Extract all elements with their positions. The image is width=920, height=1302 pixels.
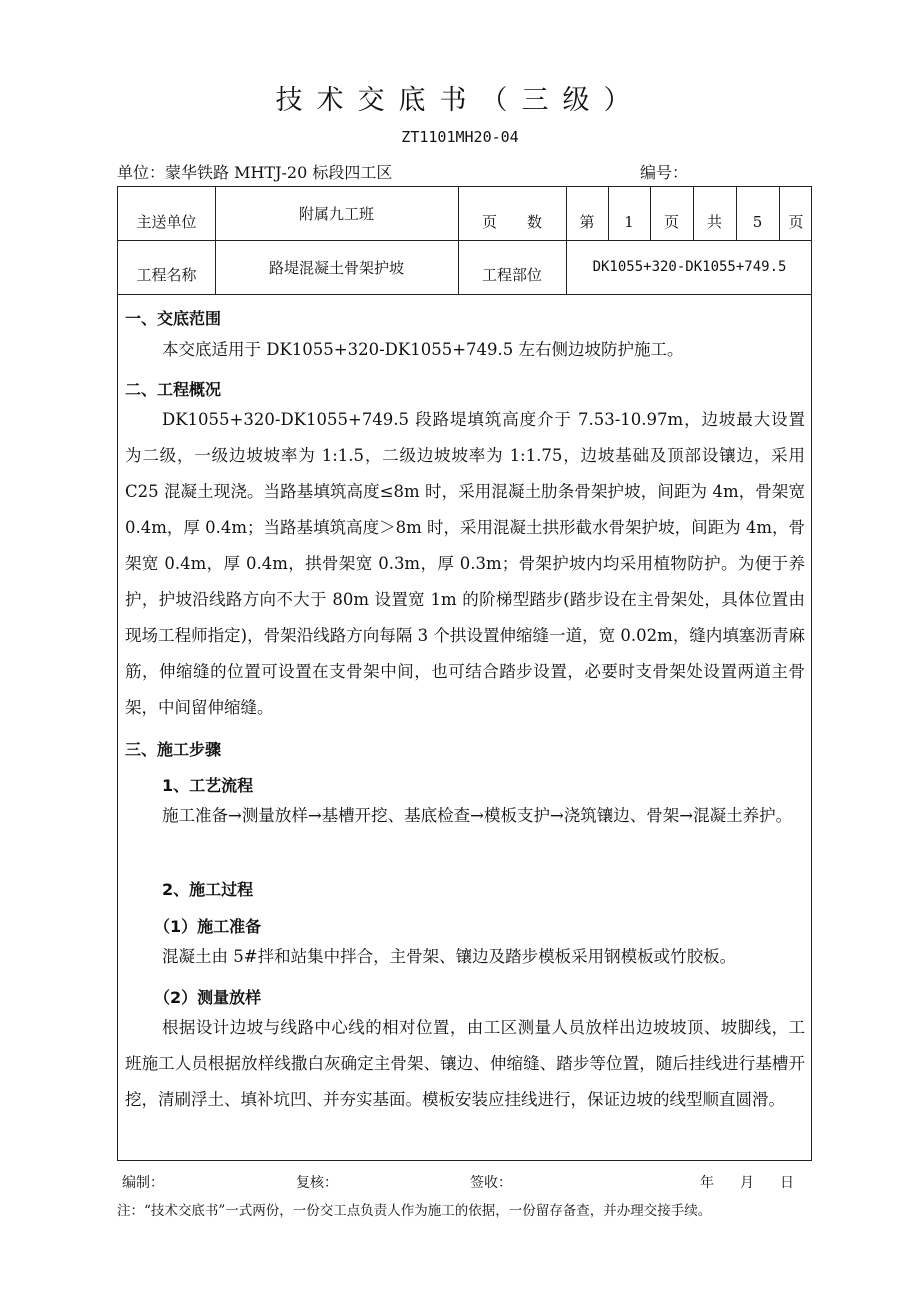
subsection-1-title: 1、工艺流程 [162,776,254,795]
unit-line: 单位：蒙华铁路 MHTJ-20 标段四工区 [117,163,393,182]
serial-number-label: 编号： [640,163,689,182]
footnote: 注：“技术交底书”一式两份，一份交工点负责人作为施工的依据，一份留存备查，并办理交接手续。 [117,1203,712,1219]
compiled-by-label: 编制： [122,1175,164,1191]
project-part-value: DK1055+320-DK1055+749.5 [592,259,787,275]
page-gong: 共 [706,213,722,231]
reviewed-by-label: 复核： [296,1175,338,1191]
page-ye-total: 页 [788,213,804,231]
section-1-title: 一、交底范围 [125,309,222,328]
section-2-text: DK1055+320-DK1055+749.5 段路堤填筑高度介于 7.53-10.97m，边坡最大设置为二级，一级边坡坡率为 1:1.5，二级边坡坡率为 1:1.75，边坡基础及顶部设镶边，采用 C25 混凝土现浇。当路基填筑高度≤8m 时，采用混凝土肋条骨架护坡，间距为 4m，骨架宽 0.4m，厚 0.4m；当路基填筑高度＞8m 时，采用混凝土拱形截水骨架护坡，间距为 4m，骨架宽 0.4m，厚 0.4m，拱骨架宽 0.3m，厚 0.3m；骨架护坡内均采用植物防护。为便于养护，护坡沿线路方向不大于 80m 设置宽 1m 的阶梯型踏步(踏步设在主骨架处，具体位置由现场工程师指定)，骨架沿线路方向每隔 3 个拱设置伸缩缝一道，宽 0.02m，缝内填塞沥青麻筋，伸缩缝的位置可设置在支骨架中间，也可结合踏步设置，必要时支骨架处设置两道主骨架，中间留伸缩缝。 [125,410,805,717]
page-number: 1 [624,212,634,231]
section-2-title: 二、工程概况 [125,380,222,399]
page-total: 5 [752,212,763,231]
section-3-title: 三、施工步骤 [125,740,222,759]
page-di: 第 [579,213,595,231]
subsection-2-2-title: （2）测量放样 [154,988,262,1007]
sender-label: 主送单位 [136,213,197,231]
form-table [117,186,812,1161]
day-label: 日 [780,1175,794,1191]
document-number: ZT1101MH20-04 [401,128,519,146]
subsection-2-1-text: 混凝土由 5#拌和站集中拌合，主骨架、镶边及踏步模板采用钢模板或竹胶板。 [162,947,737,966]
document-title: 技术交底书（三级） [275,85,645,116]
project-part-label: 工程部位 [481,265,542,284]
page-ye: 页 [663,213,679,231]
year-label: 年 [700,1175,714,1191]
section-1-text: 本交底适用于 DK1055+320-DK1055+749.5 左右侧边坡防护施工。 [162,340,684,359]
project-name-value: 路堤混凝土骨架护坡 [268,258,404,277]
month-label: 月 [740,1175,754,1191]
project-name-label: 工程名称 [136,265,197,284]
subsection-2-2-text: 根据设计边坡与线路中心线的相对位置，由工区测量人员放样出边坡坡顶、坡脚线，工班施工人员根据放样线撒白灰确定主骨架、镶边、伸缩缝、踏步等位置，随后挂线进行基槽开挖，清刷浮土、填补坑凹、并夯实基面。模板安装应挂线进行，保证边坡的线型顺直圆滑。 [125,1018,805,1109]
subsection-2-title: 2、施工过程 [162,880,254,899]
signed-by-label: 签收： [470,1175,512,1191]
pages-label: 页 数 [481,213,542,231]
subsection-1-text: 施工准备→测量放样→基槽开挖、基底检查→模板支护→浇筑镶边、骨架→混凝土养护。 [162,806,793,825]
sender-value: 附属九工班 [298,205,374,223]
subsection-2-1-title: （1）施工准备 [154,917,262,936]
